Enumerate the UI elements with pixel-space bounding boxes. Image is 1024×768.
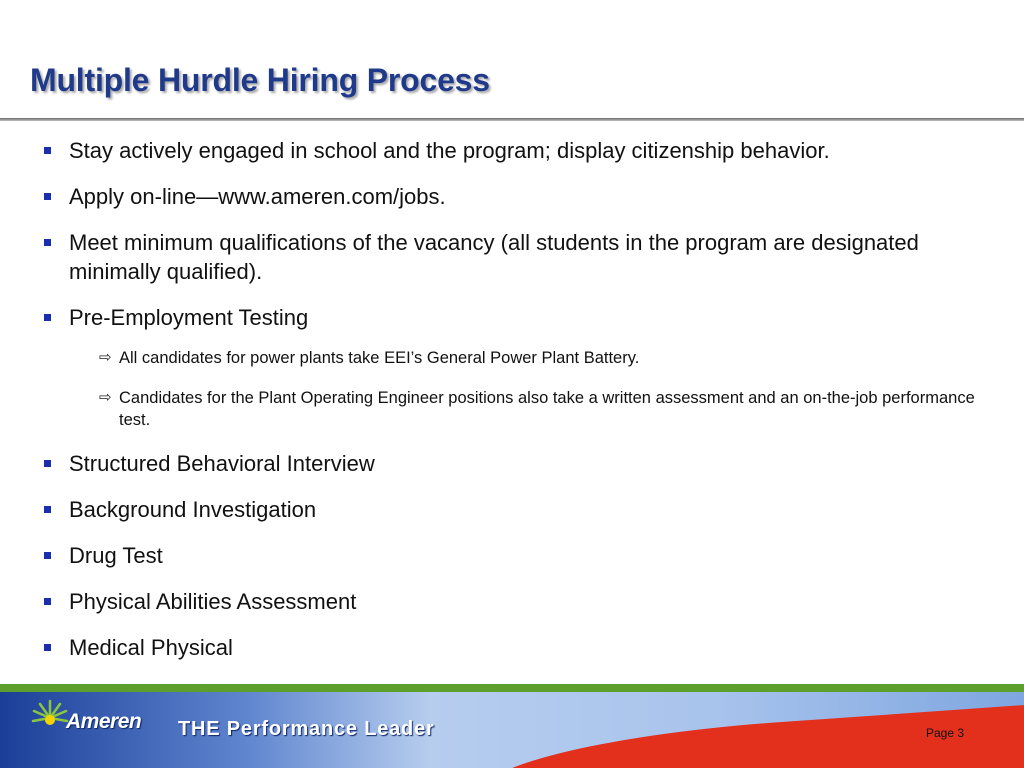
bullet-text: Medical Physical xyxy=(69,635,233,660)
bullet-item xyxy=(44,495,984,524)
bullet-text: Background Investigation xyxy=(69,497,317,522)
brand-name: Ameren xyxy=(66,710,142,733)
sub-bullet-item xyxy=(99,347,984,369)
square-bullet-icon xyxy=(44,506,51,513)
bullet-item xyxy=(44,228,984,286)
square-bullet-icon xyxy=(44,147,51,154)
square-bullet-icon xyxy=(44,552,51,559)
bullet-item xyxy=(44,587,984,616)
bullet-text: Meet minimum qualifications of the vacancy (all students in the program are designated minimally qualified). xyxy=(69,230,919,284)
ameren-sunburst-logo-icon xyxy=(30,698,70,738)
square-bullet-icon xyxy=(44,598,51,605)
slide-content xyxy=(44,136,984,679)
arrow-right-outline-icon: ⇨ xyxy=(99,389,112,406)
arrow-right-outline-icon: ⇨ xyxy=(99,349,112,366)
square-bullet-icon xyxy=(44,644,51,651)
footer-tagline: THE Performance Leader xyxy=(178,718,435,740)
sub-bullet-text: All candidates for power plants take EEI’s General Power Plant Battery. xyxy=(119,349,640,367)
footer-green-stripe xyxy=(0,684,1024,692)
bullet-item xyxy=(44,182,984,211)
square-bullet-icon xyxy=(44,239,51,246)
bullet-item xyxy=(44,136,984,165)
bullet-text: Physical Abilities Assessment xyxy=(69,589,357,614)
title-divider xyxy=(0,118,1024,121)
bullet-list-continued xyxy=(44,449,984,662)
bullet-item xyxy=(44,449,984,478)
slide-title: Multiple Hurdle Hiring Process xyxy=(30,62,490,98)
square-bullet-icon xyxy=(44,193,51,200)
page-number: Page 3 xyxy=(926,726,965,740)
sub-bullet-text: Candidates for the Plant Operating Engineer positions also take a written assessment and an on-the-job performance test. xyxy=(119,389,975,429)
bullet-item xyxy=(44,541,984,570)
bullet-text: Drug Test xyxy=(69,543,163,568)
sub-bullet-item xyxy=(99,387,984,431)
bullet-text: Pre-Employment Testing xyxy=(69,305,309,330)
bullet-item xyxy=(44,303,984,332)
bullet-text: Apply on-line—www.ameren.com/jobs. xyxy=(69,184,446,209)
bullet-item xyxy=(44,633,984,662)
sub-bullet-list xyxy=(44,347,984,431)
footer-banner xyxy=(0,692,1024,768)
square-bullet-icon xyxy=(44,460,51,467)
bullet-list xyxy=(44,136,984,332)
bullet-text: Structured Behavioral Interview xyxy=(69,451,375,476)
bullet-text: Stay actively engaged in school and the program; display citizenship behavior. xyxy=(69,138,830,163)
square-bullet-icon xyxy=(44,314,51,321)
